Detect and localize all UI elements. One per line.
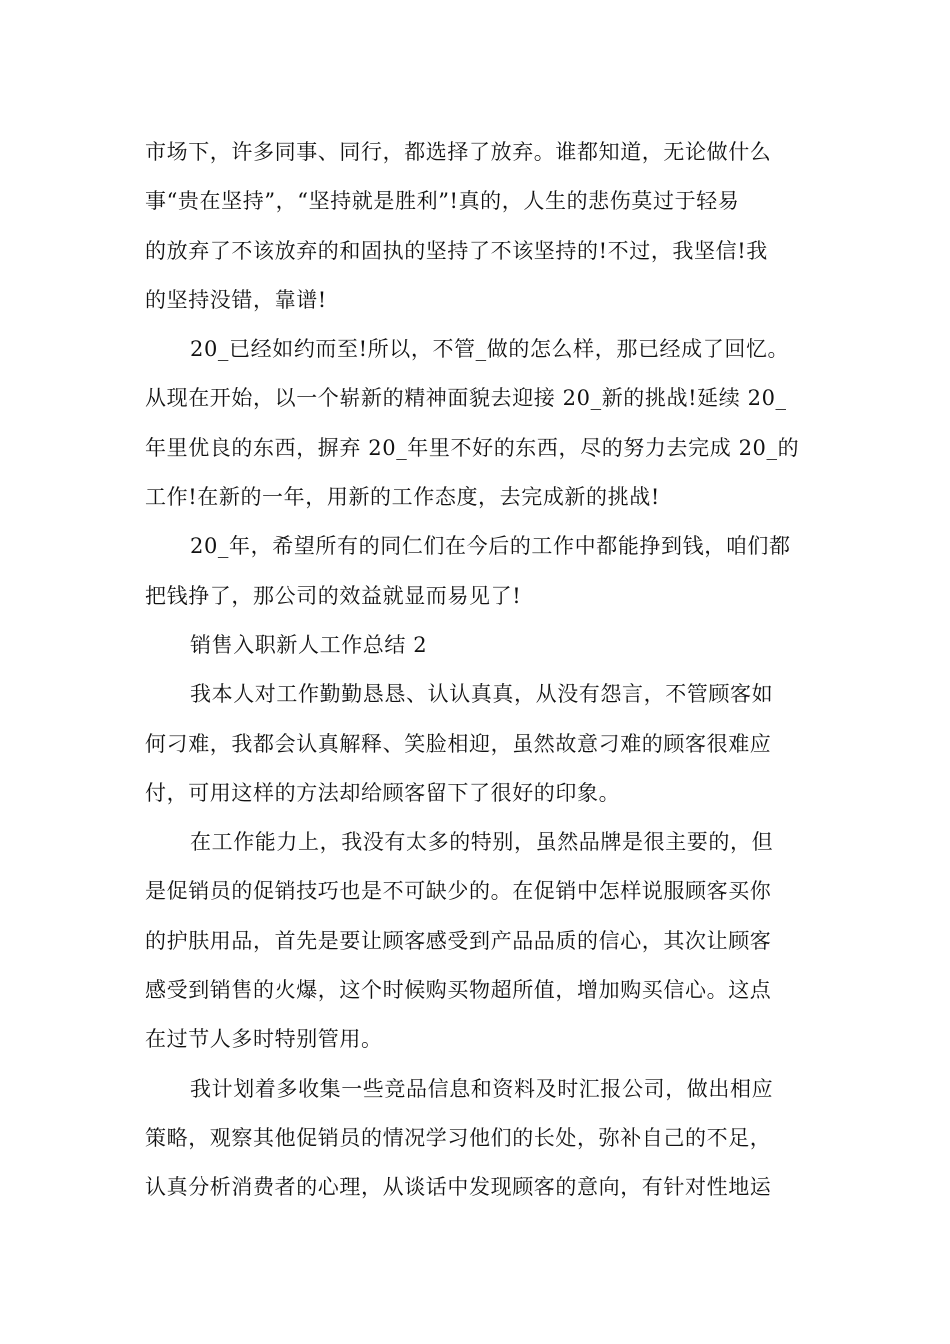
paragraph [145,818,810,1064]
text-line: 从现在开始，以一个崭新的精神面貌去迎接 20_新的挑战!延续 20_ [145,386,787,411]
text-line: 销售入职新人工作总结 2 [190,632,428,657]
text-line: 策略，观察其他促销员的情况学习他们的长处，弥补自己的不足， [145,1125,772,1150]
text-line: 付，可用这样的方法却给顾客留下了很好的印象。 [145,780,621,805]
text-line: 工作!在新的一年，用新的工作态度，去完成新的挑战! [145,485,660,510]
text-line: 是促销员的促销技巧也是不可缺少的。在促销中怎样说服顾客买你 [145,879,772,904]
text-line: 我本人对工作勤勤恳恳、认认真真，从没有怨言，不管顾客如 [190,682,774,707]
paragraph [145,1065,810,1213]
text-line: 的坚持没错，靠谱! [145,287,327,312]
text-line: 在过节人多时特别管用。 [145,1027,383,1052]
text-line: 何刁难，我都会认真解释、笑脸相迎，虽然故意刁难的顾客很难应 [145,731,772,756]
paragraph [145,128,810,325]
text-line: 把钱挣了，那公司的效益就显而易见了! [145,583,522,608]
paragraph [145,621,810,670]
paragraph [145,325,810,522]
text-line: 认真分析消费者的心理，从谈话中发现顾客的意向，有针对性地运 [145,1175,772,1200]
text-line: 的护肤用品，首先是要让顾客感受到产品品质的信心，其次让顾客 [145,928,772,953]
document-body [145,128,810,1213]
text-line: 事“贵在坚持”，“坚持就是胜利”!真的，人生的悲伤莫过于轻易 [145,189,740,214]
text-line: 市场下，许多同事、同行，都选择了放弃。谁都知道，无论做什么 [145,140,772,164]
text-line: 年里优良的东西，摒弃 20_年里不好的东西，尽的努力去完成 20_的 [145,435,800,460]
paragraph [145,522,810,621]
text-line: 我计划着多收集一些竞品信息和资料及时汇报公司，做出相应 [190,1076,774,1101]
text-line: 在工作能力上，我没有太多的特别，虽然品牌是很主要的，但 [190,830,774,855]
text-line: 的放弃了不该放弃的和固执的坚持了不该坚持的!不过，我坚信!我 [145,238,768,263]
text-line: 20_年，希望所有的同仁们在今后的工作中都能挣到钱，咱们都 [190,534,791,559]
paragraph [145,670,810,818]
text-line: 感受到销售的火爆，这个时候购买物超所值，增加购买信心。这点 [145,978,772,1003]
text-line: 20_已经如约而至!所以，不管_做的怎么样，那已经成了回忆。 [190,337,790,362]
